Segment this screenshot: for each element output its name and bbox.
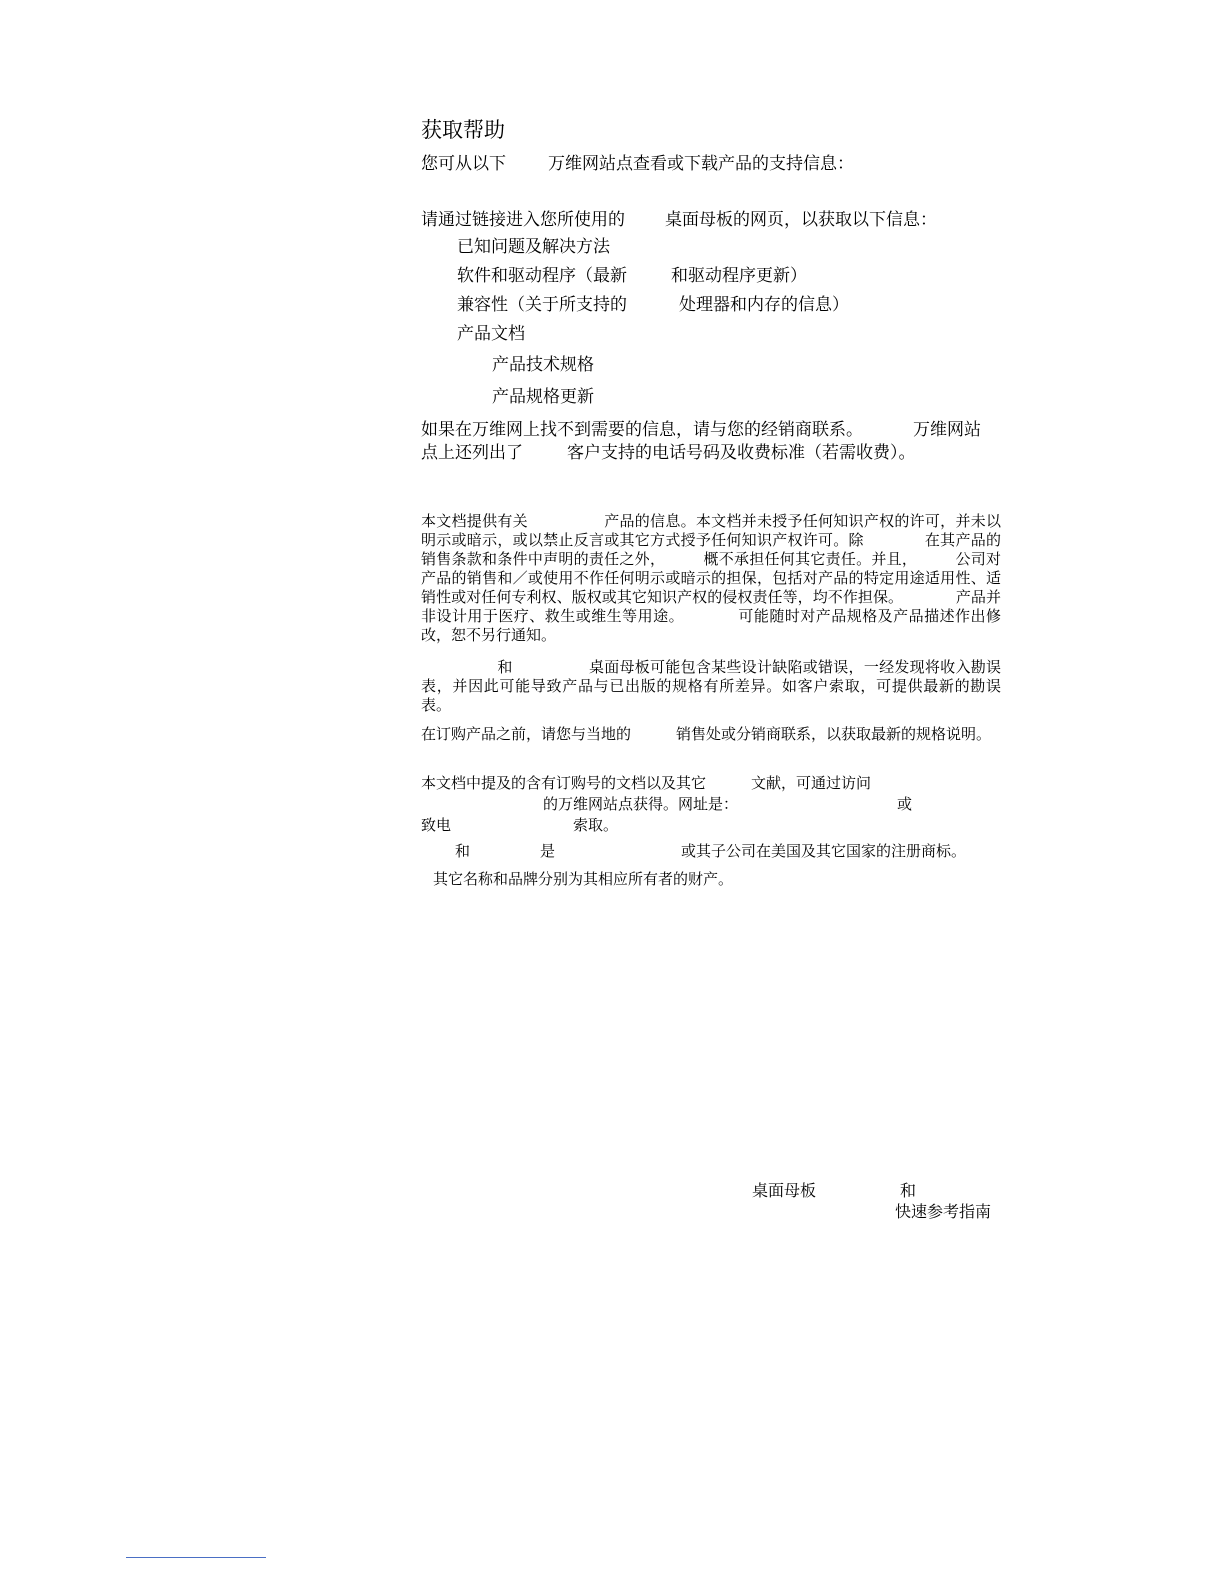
contact-line-2 [421, 438, 916, 463]
list-item [457, 290, 849, 315]
list-item-text-b: 处理器和内存的信息） [679, 295, 849, 315]
legal-paragraph-1: 本文档提供有关 产品的信息。本文档并未授予任何知识产权的许可，并未以明示或暗示，或以禁止反言或其它方式授予任何知识产权许可。除 在其产品的销售条款和条件中声明的责任之外， 概不承担任何其它责任。并且， 公司对 产品的销售和／或使用不作任何明示或暗示的担保，包括对产品的特定用途适用性、适销性或对任何专利权、版权或其它知识产权的侵权责任等，均不作担保。 产品并非设计用于医疗、救生或维生等用途。 可能随时对产品规格及产品描述作出修改，恕不另行通知。 [421, 512, 1062, 644]
section-title: 获取帮助 [421, 118, 505, 142]
contact-line-2-a: 点上还列出了 [421, 443, 523, 463]
legal-paragraph-4-line-3a: 致电 [421, 816, 452, 834]
support-intro [421, 149, 854, 174]
list-item [457, 319, 525, 344]
links-intro [421, 205, 937, 230]
list-item-text: 软件和驱动程序（最新 [457, 266, 627, 286]
contact-line-1 [421, 415, 981, 440]
list-item-text: 兼容性（关于所支持的 [457, 295, 627, 315]
list-item [457, 232, 610, 257]
legal-paragraph-4-line-2a: 的万维网站点获得。网址是： [543, 795, 739, 813]
footer-title-b: 和 [900, 1181, 917, 1200]
list-item [457, 261, 807, 286]
sub-list-item: 产品技术规格 [492, 355, 594, 375]
list-item-text-b: 和驱动程序更新） [671, 266, 807, 286]
trademark-b: 是 [540, 842, 556, 860]
links-intro-b: 桌面母板的网页，以获取以下信息： [665, 210, 937, 230]
list-item-text: 产品文档 [457, 324, 525, 344]
footer-title-a: 桌面母板 [752, 1181, 817, 1200]
legal-paragraph-3: 在订购产品之前，请您与当地的 销售处或分销商联系，以获取最新的规格说明。 [421, 725, 992, 743]
footer-subtitle: 快速参考指南 [895, 1202, 992, 1221]
trademark-a: 和 [455, 842, 471, 860]
contact-line-1-a: 如果在万维网上找不到需要的信息，请与您的经销商联系。 [421, 420, 863, 440]
links-intro-a: 请通过链接进入您所使用的 [421, 210, 625, 230]
legal-paragraph-4-line-1: 本文档中提及的含有订购号的文档以及其它 文献，可通过访问 [421, 774, 872, 792]
support-intro-b: 万维网站点查看或下载产品的支持信息： [548, 154, 854, 174]
trademark-c: 或其子公司在美国及其它国家的注册商标。 [681, 842, 967, 860]
support-intro-a: 您可从以下 [421, 154, 506, 174]
footnote-rule [126, 1557, 266, 1558]
contact-line-1-b: 万维网站 [913, 420, 981, 440]
contact-line-2-b: 客户支持的电话号码及收费标准（若需收费）。 [567, 443, 916, 463]
sub-list-item: 产品规格更新 [492, 387, 594, 407]
other-trademarks: 其它名称和品牌分别为其相应所有者的财产。 [433, 870, 734, 888]
legal-paragraph-4-line-2b: 或 [897, 795, 913, 813]
legal-paragraph-4-line-3b: 索取。 [573, 816, 619, 834]
list-item-text: 已知问题及解决方法 [457, 237, 610, 257]
legal-paragraph-2: 和 桌面母板可能包含某些设计缺陷或错误，一经发现将收入勘误表，并因此可能导致产品与已出版的规格有所差异。如客户索取，可提供最新的勘误表。 [421, 658, 1001, 714]
